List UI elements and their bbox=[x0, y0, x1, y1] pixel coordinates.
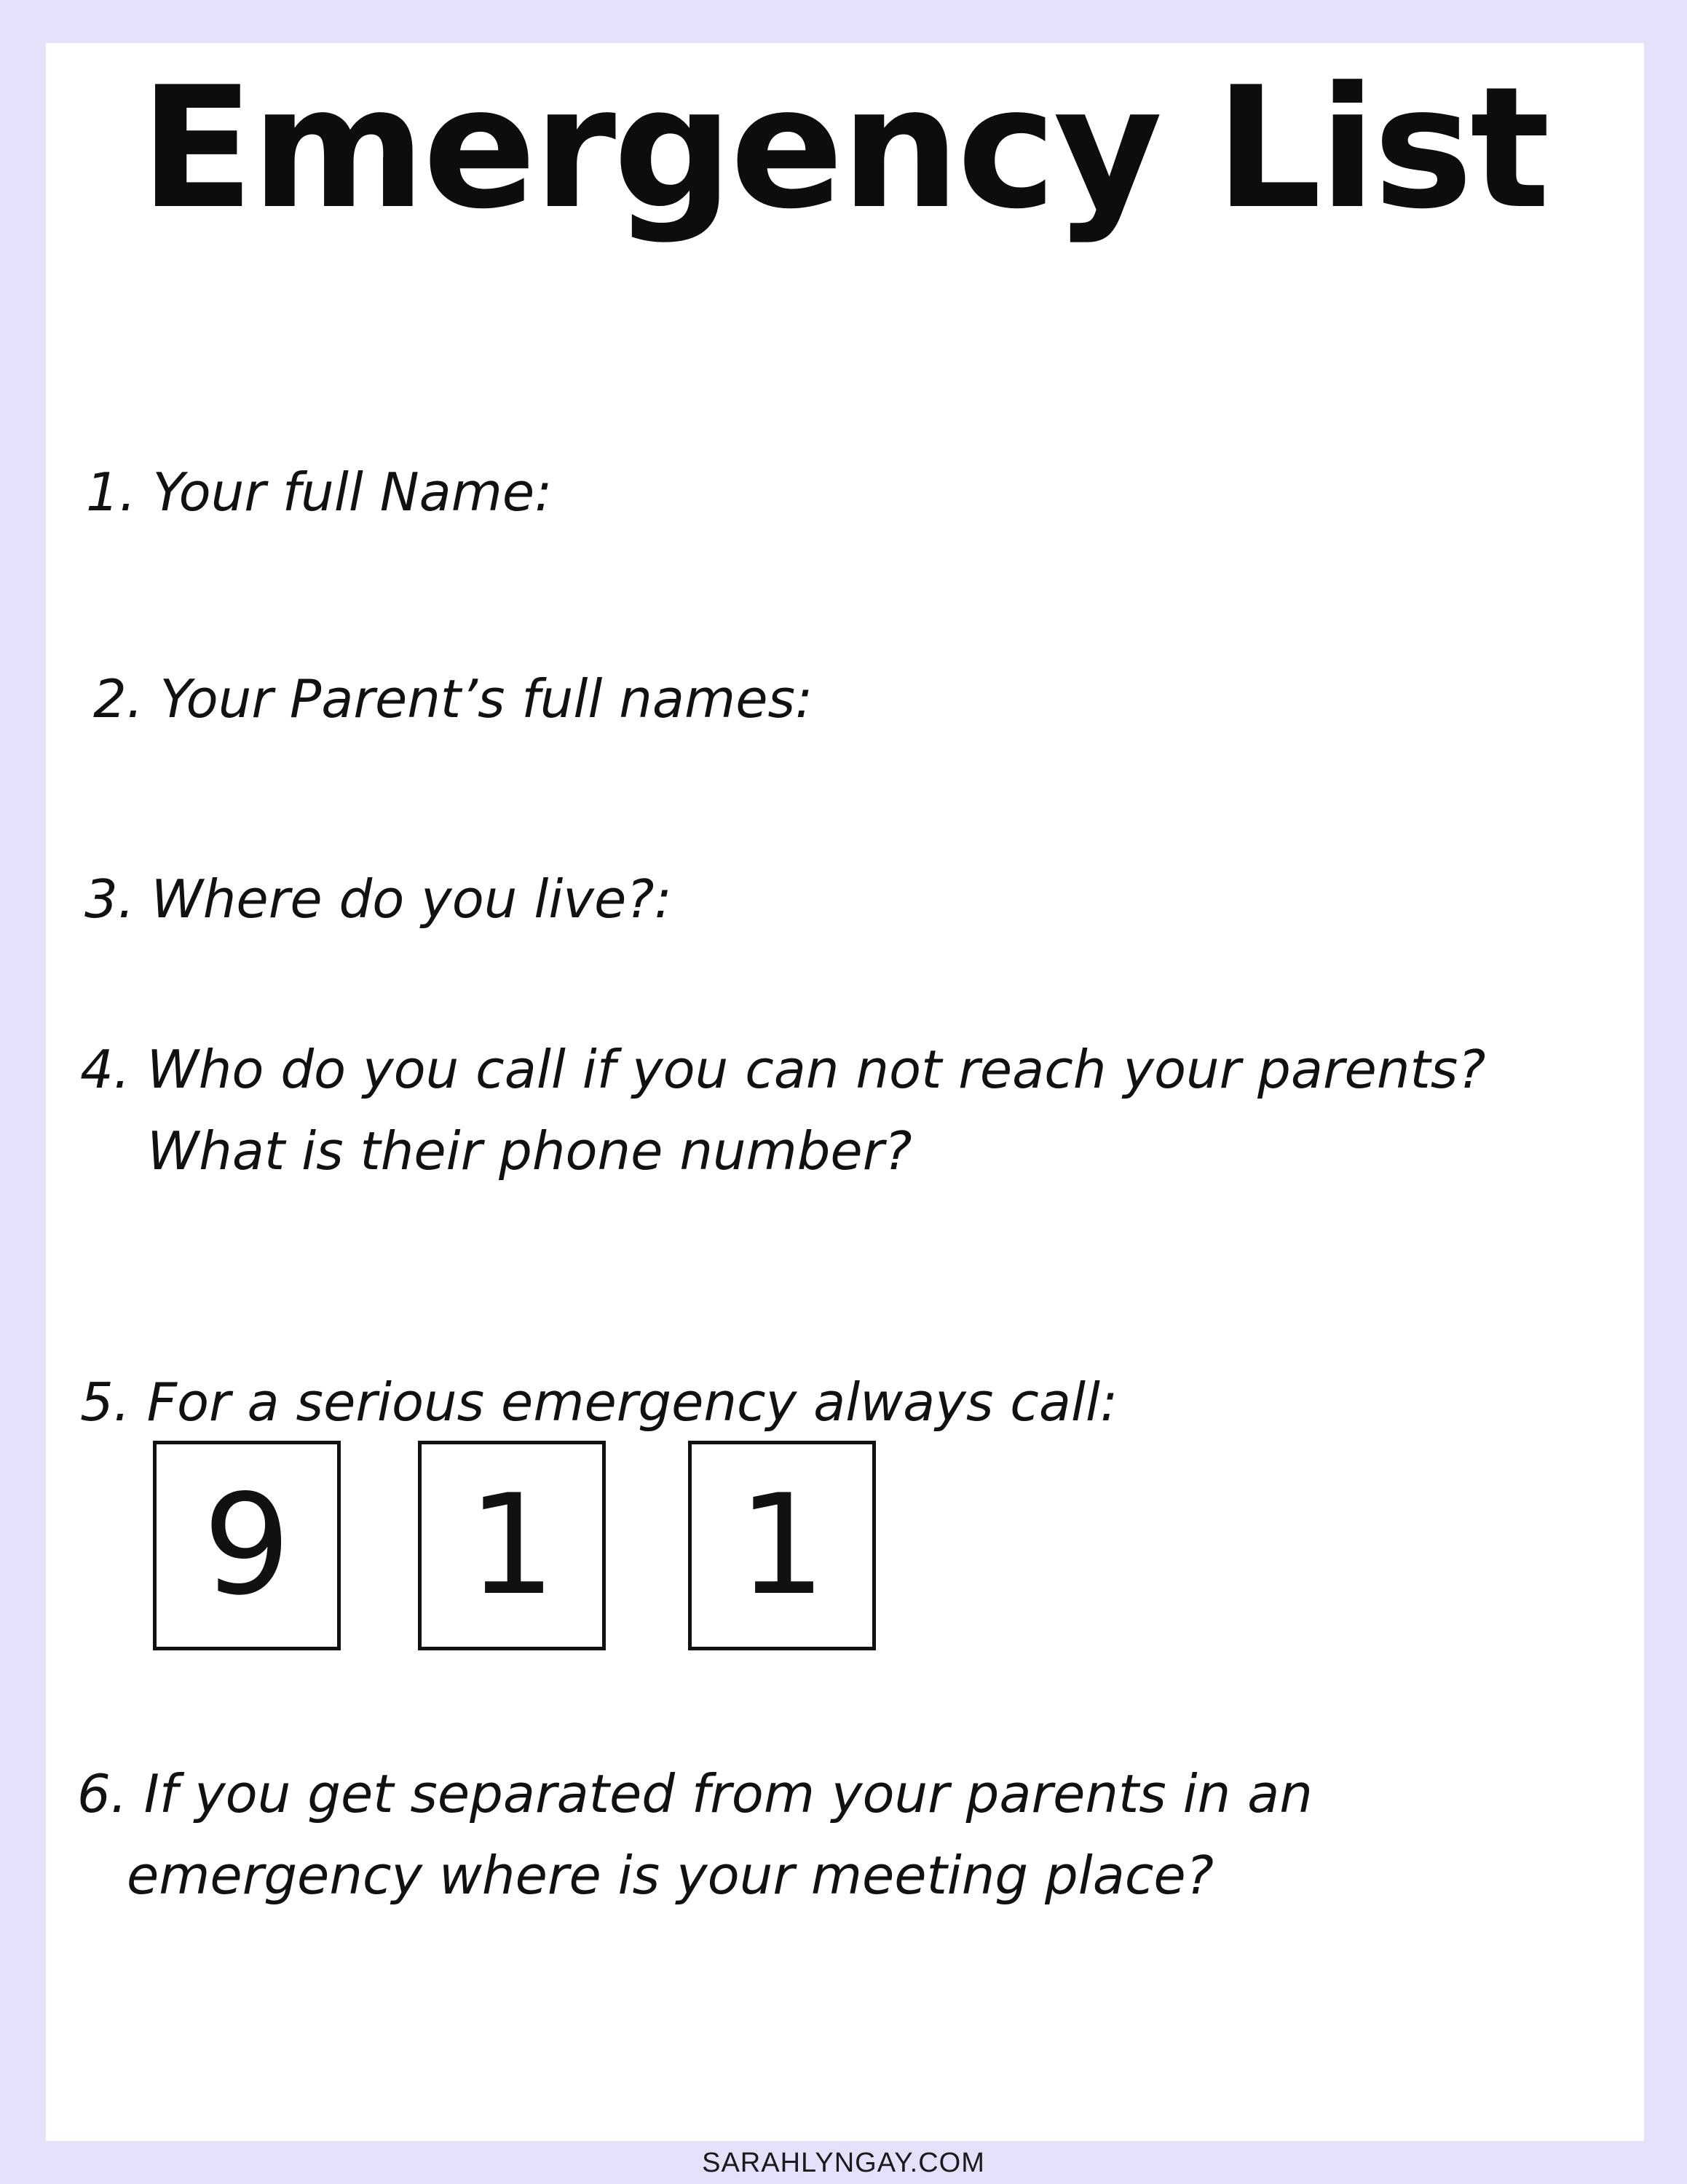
page-title: Emergency List bbox=[139, 52, 1548, 246]
question-number: 6. bbox=[77, 1763, 127, 1824]
question-number: 3. bbox=[84, 869, 135, 930]
question-text: Your Parent’s full names: bbox=[159, 668, 813, 729]
footer-website: SARAHLYNGAY.COM bbox=[702, 2148, 985, 2178]
question-5 bbox=[80, 1361, 1118, 1443]
question-text: Where do you live?: bbox=[151, 869, 672, 930]
question-text: For a serious emergency always call: bbox=[146, 1372, 1118, 1433]
question-3 bbox=[84, 858, 672, 940]
question-text: Your full Name: bbox=[152, 462, 553, 523]
question-6 bbox=[77, 1753, 1313, 1916]
question-2 bbox=[93, 658, 813, 740]
question-text: If you get separated from your parents in an bbox=[143, 1763, 1313, 1824]
question-number: 1. bbox=[86, 462, 136, 523]
emergency-digit-box: 1 bbox=[418, 1441, 606, 1650]
question-text-continued: What is their phone number? bbox=[147, 1120, 912, 1182]
question-text: Who do you call if you can not reach your parents? bbox=[146, 1039, 1486, 1100]
question-number: 4. bbox=[80, 1039, 130, 1100]
emergency-digit-box: 1 bbox=[688, 1441, 876, 1650]
question-4 bbox=[80, 1029, 1485, 1192]
question-1 bbox=[86, 451, 552, 533]
question-number: 5. bbox=[80, 1372, 130, 1433]
emergency-digit-box: 9 bbox=[153, 1441, 341, 1650]
question-number: 2. bbox=[93, 668, 143, 729]
question-text-continued: emergency where is your meeting place? bbox=[127, 1845, 1214, 1906]
